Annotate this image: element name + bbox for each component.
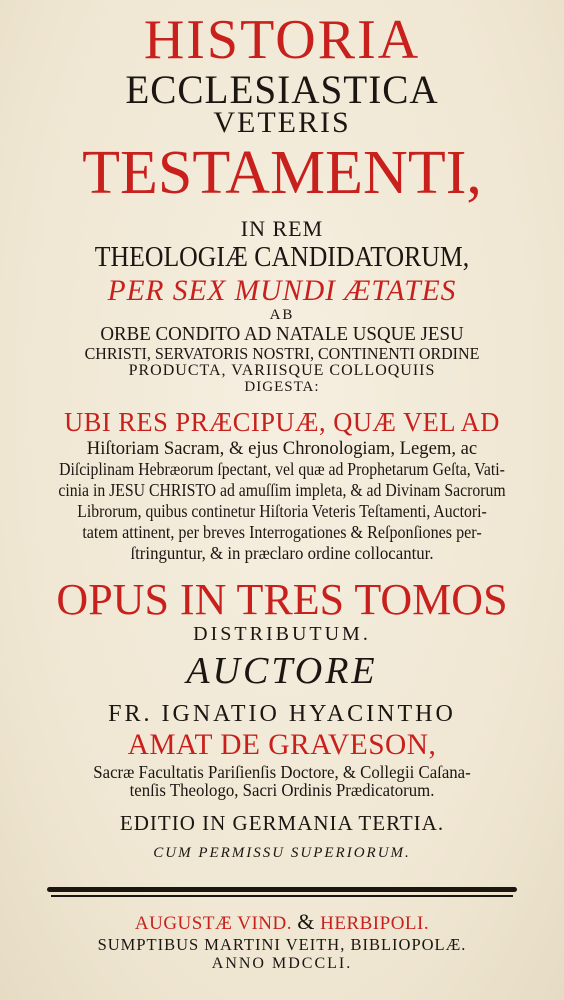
description-line: tatem attinent, per breves Interrogationes & Reſponſiones per- xyxy=(82,522,482,542)
subtitle-christi: CHRISTI, SERVATORIS NOSTRI, CONTINENTI ORDINE xyxy=(84,343,480,363)
imprint-place xyxy=(14,911,550,933)
imprint-place-wurzburg: HERBIPOLI. xyxy=(320,913,430,934)
imprint-ampersand: & xyxy=(297,909,315,934)
description-line: cinia in JESU CHRISTO ad amuſſim impleta, & ad Divinam Sacrorum xyxy=(58,480,506,500)
title-historia: HISTORIA xyxy=(143,9,421,71)
permission-line: CUM PERMISSU SUPERIORUM. xyxy=(153,845,411,861)
author-label: AUCTORE xyxy=(186,650,378,692)
description-heading: UBI RES PRÆCIPUÆ, QUÆ VEL AD xyxy=(64,407,500,437)
edition-line: EDITIO IN GERMANIA TERTIA. xyxy=(119,811,445,835)
description-body xyxy=(14,438,550,564)
opus-distributum: DISTRIBUTUM. xyxy=(193,623,371,645)
subtitle-per-sex: PER SEX MUNDI ÆTATES xyxy=(107,274,457,307)
subtitle-theologiae: THEOLOGIÆ CANDIDATORUM, xyxy=(94,242,470,273)
rule-thick xyxy=(47,887,517,892)
subtitle-in-rem: IN REM xyxy=(240,216,324,241)
description-line: ſtringuntur, & in præclaro ordine collocantur. xyxy=(130,543,434,563)
title-testamenti: TESTAMENTI, xyxy=(82,139,482,207)
title-ecclesiastica: ECCLESIASTICA xyxy=(125,67,439,112)
author-description-line: Sacræ Facultatis Pariſienſis Doctore, & Collegii Caſana- xyxy=(93,762,471,782)
subtitle-ab: AB xyxy=(269,307,295,323)
double-rule-divider xyxy=(47,887,517,897)
author-name-last: AMAT DE GRAVESON, xyxy=(127,728,437,761)
description-line: Diſciplinam Hebræorum ſpectant, vel quæ ad Prophetarum Geſta, Vati- xyxy=(59,459,505,479)
description-line: Hiſtoriam Sacram, & ejus Chronologiam, Legem, ac xyxy=(86,438,478,459)
subtitle-digesta: DIGESTA: xyxy=(244,379,320,395)
title-veteris: VETERIS xyxy=(213,106,351,139)
imprint-publisher: SUMPTIBUS MARTINI VEITH, BIBLIOPOLÆ. xyxy=(97,935,467,954)
imprint-year: ANNO MDCCLI. xyxy=(211,954,353,972)
subtitle-orbe-condito: ORBE CONDITO AD NATALE USQUE JESU xyxy=(100,324,464,345)
rule-thin xyxy=(51,895,513,897)
description-line: Librorum, quibus continetur Hiſtoria Veteris Teſtamenti, Auctori- xyxy=(77,501,487,521)
imprint-place-augsburg: AUGUSTÆ VIND. xyxy=(134,913,292,934)
subtitle-producta: PRODUCTA, VARIISQUE COLLOQUIIS xyxy=(128,362,436,379)
opus-heading: OPUS IN TRES TOMOS xyxy=(56,575,508,624)
author-description-line: tenſis Theologo, Sacri Ordinis Prædicatorum. xyxy=(129,779,435,800)
author-name-first: FR. IGNATIO HYACINTHO xyxy=(108,701,456,727)
author-description xyxy=(14,764,550,799)
